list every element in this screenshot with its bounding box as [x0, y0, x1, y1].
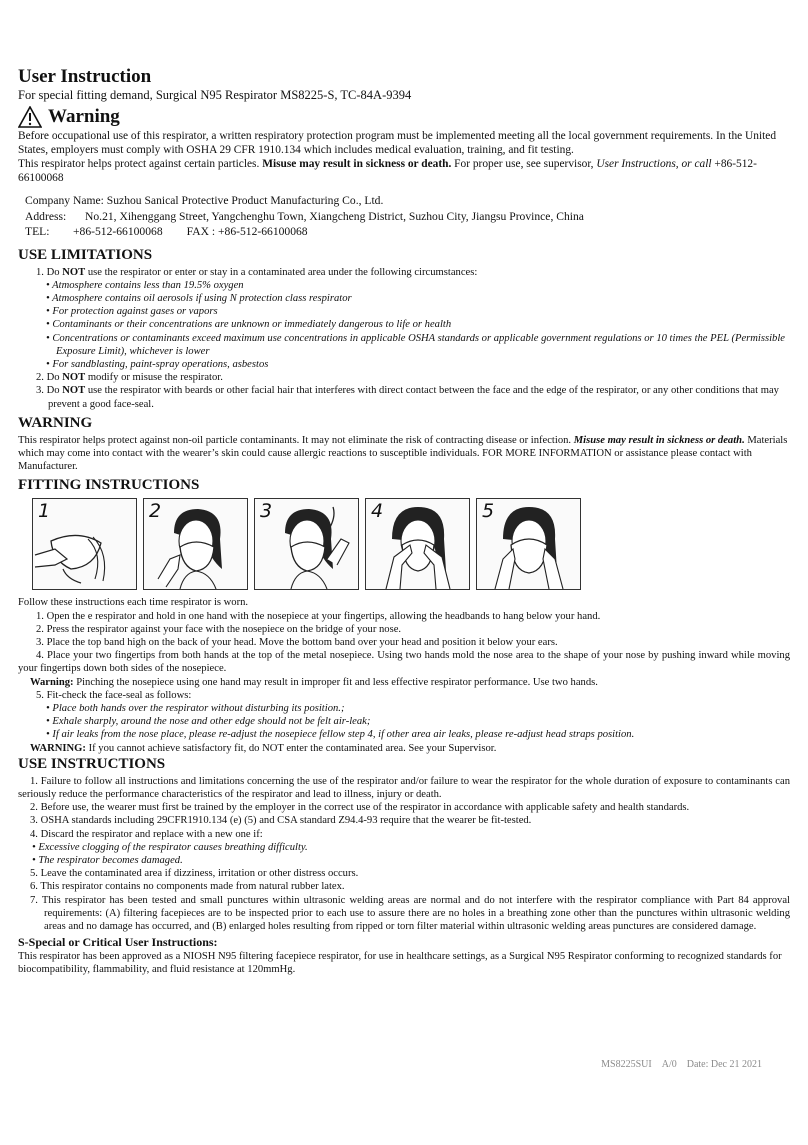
- warning-p2-text2: For proper use, see supervisor,: [451, 158, 597, 170]
- figure-number: 4: [371, 500, 384, 523]
- fitting-warning-2: WARNING: If you cannot achieve satisfactory fit, do NOT enter the contaminated area. See your Supervisor.: [30, 742, 497, 754]
- user-instructions-ref: User Instructions, or call: [596, 158, 712, 170]
- doc-date: Date: Dec 21 2021: [686, 1059, 762, 1070]
- warning-p2-text: This respirator helps protect against certain particles.: [18, 158, 263, 170]
- fitting-heading: FITTING INSTRUCTIONS: [18, 477, 200, 494]
- woman-molding-nosepiece-icon: [366, 499, 469, 589]
- revision: A/0: [661, 1059, 677, 1070]
- limitation-item-2: 2. Do NOT modify or misuse the respirator.: [36, 372, 223, 384]
- document-title: User Instruction: [18, 66, 152, 87]
- figure-number: 2: [149, 500, 162, 523]
- warning-triangle-icon: [18, 106, 42, 128]
- contact-phone: +86-512-66100068: [18, 158, 757, 184]
- use-item: 1. Failure to follow all instructions and limitations concerning the use of the respirator and/or failure to wear the respirator for the whole duration of exposure to contaminants can seriously reduce the performance characteristics of the respirator and lead to illness, injury or death.: [18, 775, 790, 800]
- fitting-figure-4: [365, 498, 470, 590]
- document-subtitle: For special fitting demand, Surgical N95 Respirator MS8225-S, TC-84A-9394: [18, 88, 412, 102]
- tel-number: +86-512-66100068: [73, 225, 163, 238]
- fitting-figure-3: [254, 498, 359, 590]
- woman-placing-band-icon: [255, 499, 358, 589]
- woman-pressing-mask-icon: [144, 499, 247, 589]
- limitation-bullet: • Contaminants or their concentrations are unknown or immediately dangerous to life or health: [46, 319, 452, 331]
- special-text: This respirator has been approved as a NIOSH N95 filtering facepiece respirator, for use in healthcare settings, as a Surgical N95 Respirator conforming to recognized standards for biocompatibility, flammability, and fluid resistance at 120mmHg.: [18, 951, 782, 976]
- fitcheck-bullet: • Place both hands over the respirator without disturbing its position.;: [46, 702, 345, 714]
- tel-label: TEL:: [25, 225, 50, 238]
- use-item: 2. Before use, the wearer must first be trained by the employer in the correct use of the respirator in accordance with applicable safety and health standards.: [30, 802, 690, 814]
- fitting-warning-1: Warning: Pinching the nosepiece using one hand may result in improper fit and less effective respirator performance. Use two hands.: [30, 676, 598, 688]
- warning-section-heading: WARNING: [18, 414, 93, 431]
- company-info: [25, 193, 790, 240]
- limitation-bullet: • Concentrations or contaminants exceed maximum use concentrations in applicable OSHA standards or applicable government regulations or 10 times the PEL (Permissible Exposure Limit), whichever is lower: [46, 332, 786, 357]
- fitcheck-bullet: • Exhale sharply, around the nose and other edge should not be felt air-leak;: [46, 716, 371, 728]
- doc-code: MS8225SUI: [601, 1059, 652, 1070]
- company-address: No.21, Xihenggang Street, Yangchenghu Town, Xiangcheng District, Suzhou City, Jiangsu Province, China: [85, 209, 584, 223]
- use-item: 7. This respirator has been tested and small punctures within ultrasonic welding areas are normal and do not interfere with the respirator compliance with Part 84 approval requirements: (A) filtering facepieces are to be inspected prior to each use to assure there are no holes in a breathing zone other than the punctures within ultrasonic welding areas and no damage has occurred, and (B) enlarged holes resulting from ripped or torn filter material within ultrasonic welding areas punctures are considered damage.: [30, 894, 790, 933]
- woman-fit-check-icon: [477, 499, 580, 589]
- fitting-figures: [32, 498, 790, 590]
- figure-number: 1: [38, 500, 51, 523]
- fax-number: +86-512-66100068: [217, 225, 308, 238]
- figure-number: 5: [482, 500, 495, 523]
- misuse-warning: Misuse may result in sickness or death.: [262, 158, 452, 170]
- warning-section-text: This respirator helps protect against non-oil particle contaminants. It may not eliminate the risk of contracting disease or infection. Misuse may result in sickness or death. Materials which may come into contact with the wearer’s skin could cause allergic reactions to susceptible individuals. FOR MORE INFORMATION or assistance please contact with Manufacturer.: [18, 434, 788, 473]
- warning-paragraph-1: Before occupational use of this respirator, a written respiratory protection program must be implemented meeting all the local government requirements. In the United States, employers must comply with OSHA 29 CFR 1910.134 which includes medical evaluation, training, and fit testing.: [18, 130, 777, 156]
- fitting-step: 3. Place the top band high on the back of your head. Move the bottom band over your head and position it below your ears.: [36, 636, 558, 648]
- fitting-step: 4. Place your two fingertips from both hands at the top of the metal nosepiece. Using two hands mold the nose area to the shape of your nose by pushing inward while moving your fingertips down both sides of the nosepiece.: [18, 650, 790, 675]
- fitting-steps: [18, 596, 790, 754]
- use-instructions-list: [18, 775, 790, 933]
- address-label: Address:: [25, 209, 67, 223]
- figure-number: 3: [260, 500, 273, 523]
- special-heading: S-Special or Critical User Instructions:: [18, 935, 218, 950]
- warning-heading: [18, 105, 790, 129]
- fitting-figure-5: [476, 498, 581, 590]
- use-item: 5. Leave the contaminated area if dizziness, irritation or other distress occurs.: [30, 868, 359, 880]
- fitting-figure-1: [32, 498, 137, 590]
- warning-title: Warning: [48, 106, 120, 127]
- use-item: 3. OSHA standards including 29CFR1910.134 (e) (5) and CSA standard Z94.4-93 require that the wearer be fit-tested.: [30, 815, 532, 827]
- use-limitations-list: [18, 266, 790, 411]
- document-footer: [591, 1059, 762, 1070]
- instruction-document: [18, 66, 790, 977]
- discard-bullet: • The respirator becomes damaged.: [32, 855, 183, 866]
- company-name-label: Company Name:: [25, 194, 104, 207]
- limitation-bullet: • For sandblasting, paint-spray operations, asbestos: [46, 358, 269, 370]
- discard-bullet: • Excessive clogging of the respirator causes breathing difficulty.: [32, 841, 308, 853]
- fitting-step: 1. Open the e respirator and hold in one hand with the nosepiece at your fingertips, allowing the headbands to hang below your hand.: [36, 610, 601, 622]
- fitting-intro: Follow these instructions each time respirator is worn.: [18, 597, 249, 609]
- limitation-bullet: • Atmosphere contains oil aerosols if using N protection class respirator: [46, 292, 352, 304]
- company-name: Suzhou Sanical Protective Product Manufacturing Co., Ltd.: [106, 194, 384, 207]
- use-limitations-heading: USE LIMITATIONS: [18, 246, 153, 263]
- use-instructions-heading: USE INSTRUCTIONS: [18, 755, 166, 772]
- use-item: 4. Discard the respirator and replace with a new one if:: [30, 828, 263, 840]
- company-name-row: [25, 193, 790, 209]
- fitting-step-5: 5. Fit-check the face-seal as follows:: [36, 689, 192, 701]
- use-item: 6. This respirator contains no components made from natural rubber latex.: [30, 881, 345, 893]
- limitation-item-1: 1. Do NOT use the respirator or enter or stay in a contaminated area under the following circumstances:: [36, 266, 478, 278]
- fitting-figure-2: [143, 498, 248, 590]
- limitation-bullet: • Atmosphere contains less than 19.5% oxygen: [46, 279, 244, 291]
- company-contact-row: [25, 224, 790, 240]
- fitcheck-bullet: • If air leaks from the nose place, please re-adjust the nosepiece fellow step 4, if other area air leaks, please re-adjust head straps position.: [46, 729, 635, 741]
- warning-paragraph-2: [18, 157, 790, 185]
- company-address-row: [25, 209, 790, 225]
- fitting-step: 2. Press the respirator against your face with the nosepiece on the bridge of your nose.: [36, 623, 402, 635]
- hand-holding-respirator-icon: [33, 499, 136, 589]
- limitation-bullet: • For protection against gases or vapors: [46, 306, 218, 318]
- limitation-item-3: 3. Do NOT use the respirator with beards or other facial hair that interferes with direct contact between the face and the edge of the respirator, or any other conditions that may prevent a good face-seal.: [36, 385, 779, 410]
- fax-label: FAX :: [186, 225, 216, 238]
